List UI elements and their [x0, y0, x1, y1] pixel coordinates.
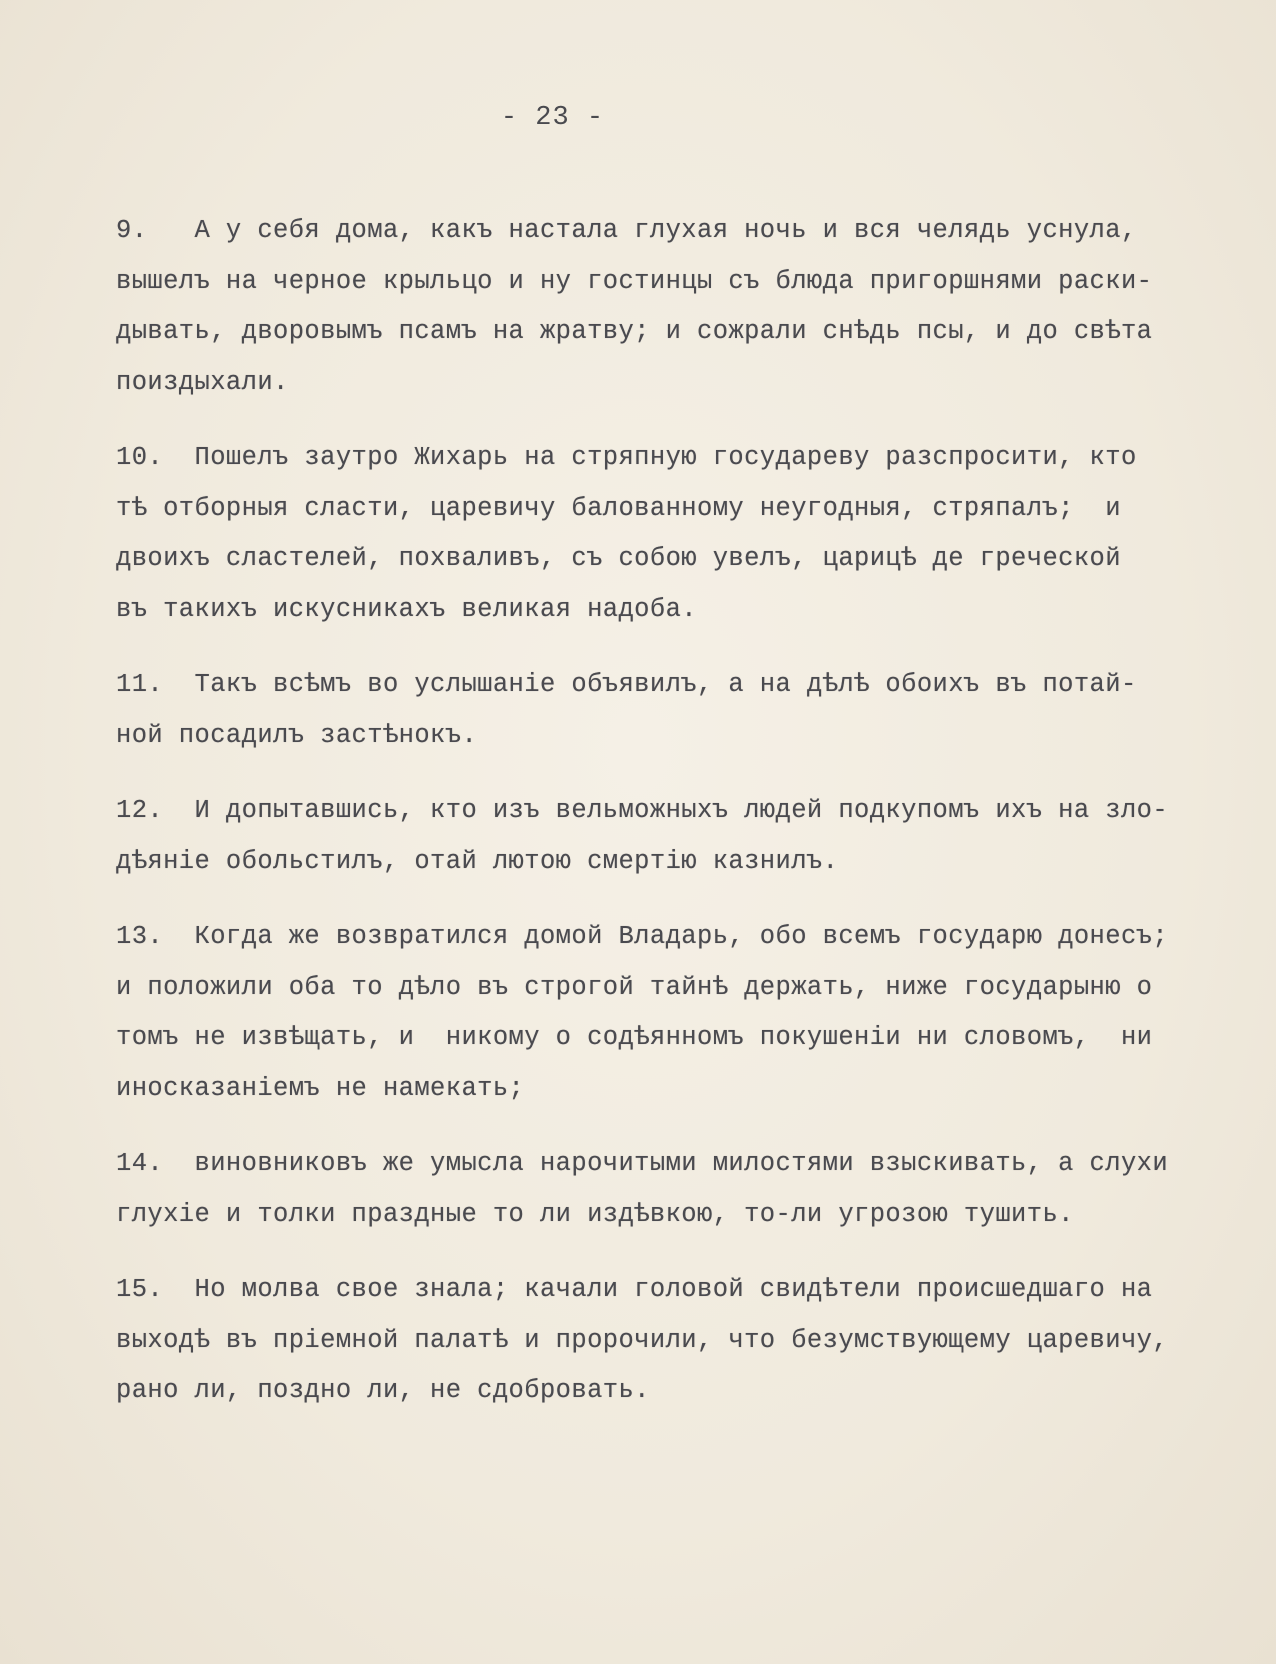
text-line: тѣ отборныя сласти, царевичу балованному неугодныя, стряпалъ; и: [116, 493, 1121, 523]
paragraph: [116, 786, 1246, 887]
text-line: 11. Такъ всѣмъ во услышаніе объявилъ, а на дѣлѣ обоихъ въ потай-: [116, 670, 1137, 699]
text-line: ной посадилъ застѣнокъ.: [116, 720, 478, 750]
text-line: въ такихъ искусникахъ великая надоба.: [116, 594, 697, 624]
page-number: - 23 -: [500, 103, 605, 133]
paragraph: [116, 1139, 1246, 1240]
text-line: рано ли, поздно ли, не сдобровать.: [116, 1376, 650, 1405]
text-line: глухіе и толки праздные то ли издѣвкою, то-ли угрозою тушить.: [116, 1199, 1074, 1229]
text-line: и положили оба то дѣло въ строгой тайнѣ держать, ниже государыню о: [116, 972, 1153, 1002]
text-line: выходѣ въ пріемной палатѣ и пророчили, что безумствующему царевичу,: [116, 1325, 1169, 1355]
text-line: вышелъ на черное крыльцо и ну гостинцы съ блюда пригоршнями раски-: [116, 266, 1153, 296]
text-line: дывать, дворовымъ псамъ на жратву; и сожрали снѣдь псы, и до свѣта: [116, 317, 1153, 346]
text-line: 14. виновниковъ же умысла нарочитыми милостями взыскивать, а слухи: [116, 1149, 1169, 1178]
text-line: 15. Но молва свое знала; качали головой свидѣтели происшедшаго на: [116, 1275, 1153, 1304]
text-line: 10. Пошелъ заутро Жихарь на стряпную государеву разспросити, кто: [116, 443, 1137, 472]
paragraph: [116, 206, 1246, 408]
text-line: дѣяніе обольстилъ, отай лютою смертію казнилъ.: [116, 846, 839, 876]
text-line: 9. А у себя дома, какъ настала глухая ночь и вся челядь уснула,: [116, 216, 1137, 245]
paragraph: [116, 660, 1246, 761]
paragraph: [116, 433, 1246, 635]
text-line: иносказаніемъ не намекать;: [116, 1073, 525, 1103]
text-line: 12. И допытавшись, кто изъ вельможныхъ людей подкупомъ ихъ на зло-: [116, 796, 1169, 825]
text-line: томъ не извѣщать, и никому о содѣянномъ покушеніи ни словомъ, ни: [116, 1023, 1153, 1052]
paragraph: [116, 1265, 1246, 1417]
text-line: двоихъ сластелей, похваливъ, съ собою увелъ, царицѣ де греческой: [116, 544, 1121, 573]
text-line: 13. Когда же возвратился домой Владарь, обо всемъ государю донесъ;: [116, 922, 1169, 951]
paragraph: [116, 912, 1246, 1114]
text-line: поиздыхали.: [116, 367, 289, 397]
body-text: [116, 206, 1246, 1442]
